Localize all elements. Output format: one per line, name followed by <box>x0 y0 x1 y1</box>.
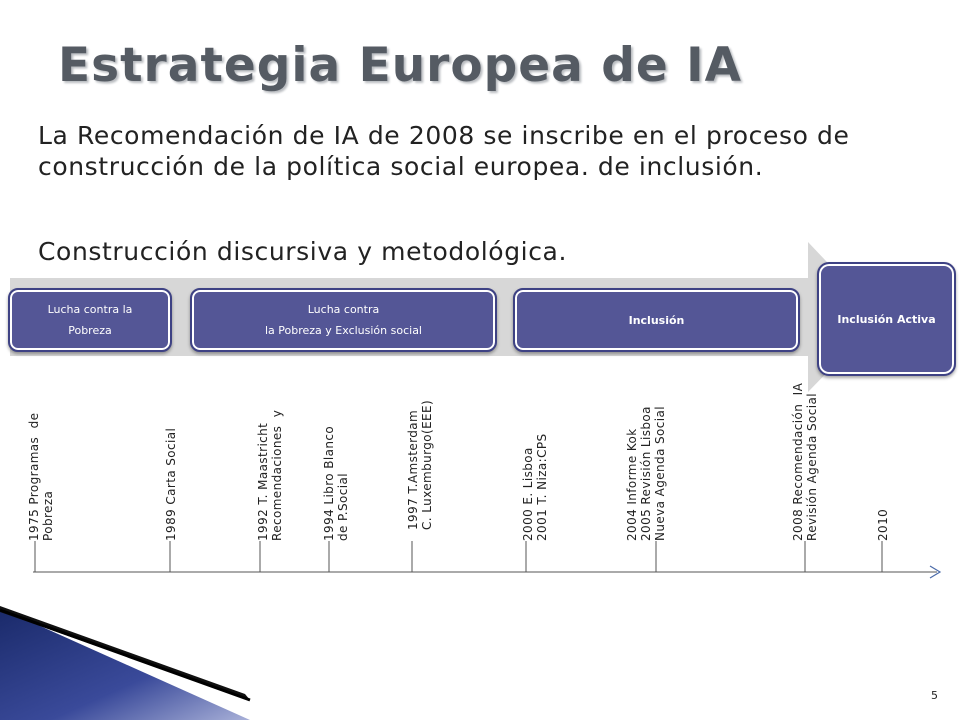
phase-box-lucha-pobreza <box>8 288 172 352</box>
phase-label-line1: Lucha contra <box>307 303 380 316</box>
phase-label: Inclusión Activa <box>837 312 936 326</box>
milestone-2008: 2008 Recomendación IA Revisión Agenda Social <box>791 382 819 541</box>
slide-title: Estrategia Europea de IA <box>58 38 742 93</box>
timeline-ticks <box>35 541 882 572</box>
milestone-1994: 1994 Libro Blanco de P.Social <box>322 425 350 541</box>
phase-label: Inclusión <box>628 313 685 327</box>
paragraph-2: Construcción discursiva y metodológica. <box>38 237 568 266</box>
milestone-2004: 2004 Informe Kok 2005 Revisión Lisboa Nueva Agenda Social <box>625 405 667 541</box>
phase-box-exclusion-social <box>190 288 497 352</box>
milestone-1997: 1997 T.Amsterdam C. Luxemburgo(EEE) <box>406 399 434 530</box>
corner-wedge <box>0 606 250 720</box>
milestone-1975: 1975 Programas de Pobreza <box>27 412 55 541</box>
milestone-1992: 1992 T. Maastricht Recomendaciones y <box>256 409 284 541</box>
phase-label-line2: la Pobreza y Exclusión social <box>264 324 422 337</box>
milestone-2010: 2010 <box>876 508 890 541</box>
milestone-2000: 2000 E. Lisboa 2001 T. Niza:CPS <box>521 433 549 541</box>
phase-box-inclusion <box>513 288 800 352</box>
paragraph-1: La Recomendación de IA de 2008 se inscribe en el proceso de construcción de la política social europea. de inclusión. <box>38 121 850 181</box>
phase-box-inclusion-activa <box>817 262 956 376</box>
page-number: 5 <box>931 689 938 702</box>
phase-label-line2: Pobreza <box>68 324 112 337</box>
milestone-1989: 1989 Carta Social <box>164 427 178 541</box>
phase-label-line1: Lucha contra la <box>47 303 133 316</box>
